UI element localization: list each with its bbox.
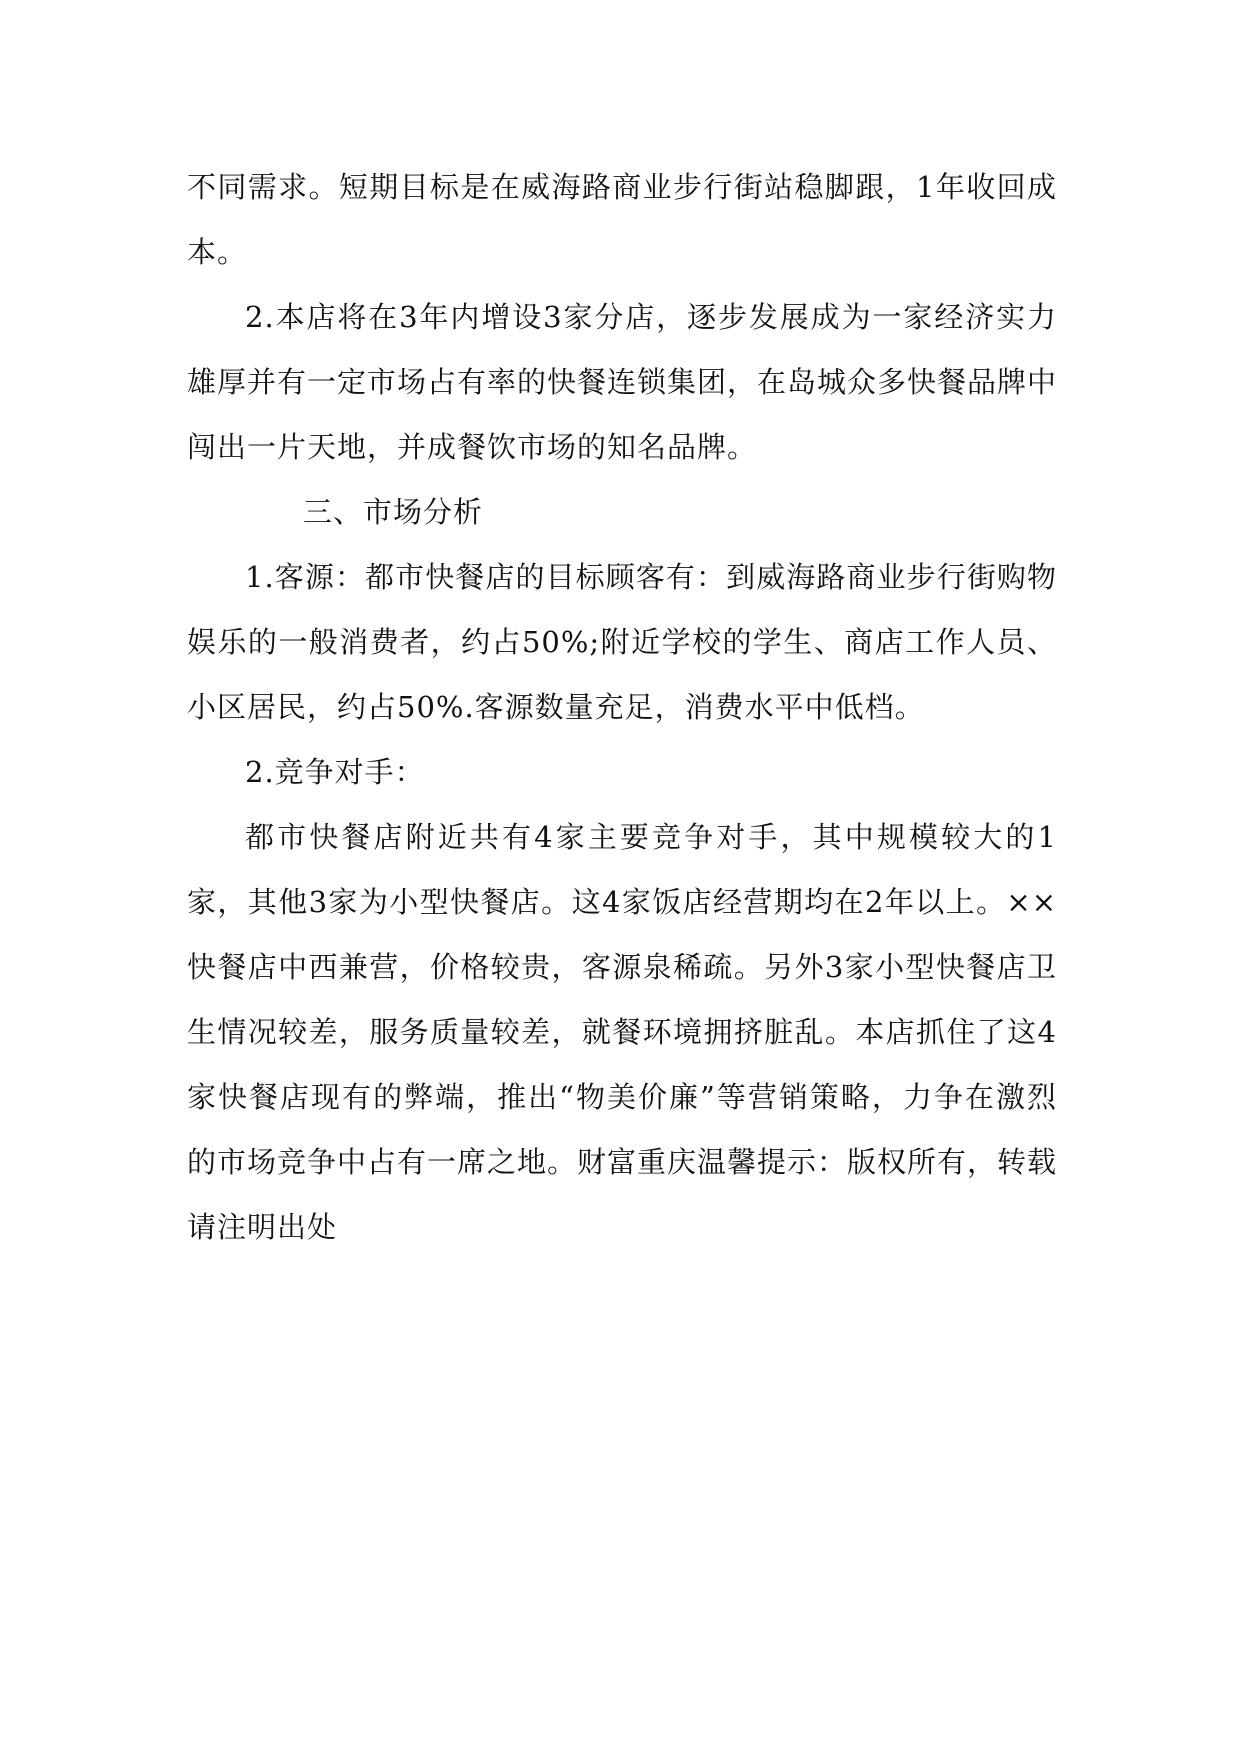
paragraph-expansion-plan: 2.本店将在3年内增设3家分店，逐步发展成为一家经济实力雄厚并有一定市场占有率的快餐连锁集团，在岛城众多快餐品牌中闯出一片天地，并成餐饮市场的知名品牌。 <box>187 300 1058 464</box>
section-heading-market-analysis: 三、市场分析 <box>303 495 484 529</box>
paragraph-competitors-heading: 2.竞争对手： <box>245 755 425 789</box>
paragraph-competitors-detail: 都市快餐店附近共有4家主要竞争对手，其中规模较大的1家，其他3家为小型快餐店。这4家饭店经营期均在2年以上。××快餐店中西兼营，价格较贵，客源泉稀疏。另外3家小型快餐店卫生情况较差，服务质量较差，就餐环境拥挤脏乱。本店抓住了这4家快餐店现有的弊端，推出“物美价廉”等营销策略，力争在激烈的市场竞争中占有一席之地。财富重庆温馨提示：版权所有，转载请注明出处 <box>187 820 1058 1244</box>
paragraph-customer-source: 1.客源：都市快餐店的目标顾客有：到威海路商业步行街购物娱乐的一般消费者，约占50%;附近学校的学生、商店工作人员、小区居民，约占50%.客源数量充足，消费水平中低档。 <box>187 560 1057 724</box>
paragraph-short-term-goal: 不同需求。短期目标是在威海路商业步行街站稳脚跟，1年收回成本。 <box>187 170 1057 269</box>
document-body <box>187 155 1057 1260</box>
